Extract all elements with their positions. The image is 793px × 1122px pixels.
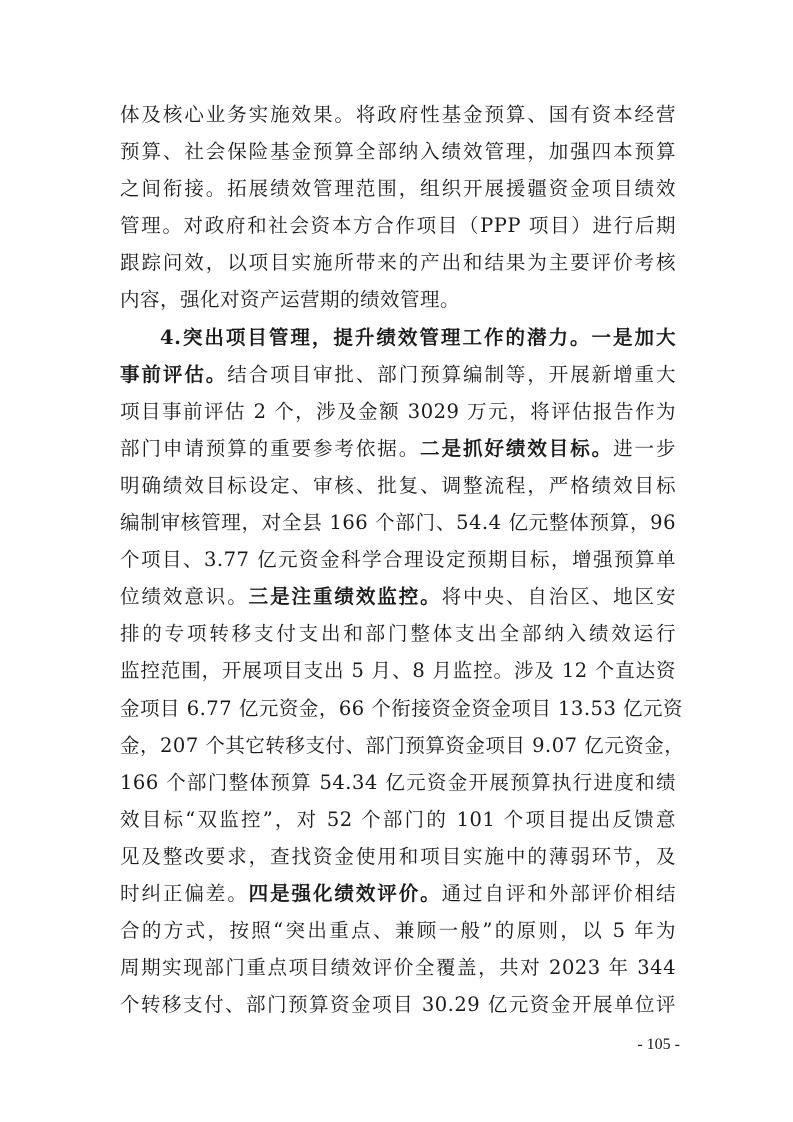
text-segment: 预算、社会保险基金预算全部纳入绩效管理，加强四本预算 xyxy=(120,140,676,164)
text-line xyxy=(120,96,676,133)
text-segment: 体及核心业务实施效果。将政府性基金预算、国有资本经营 xyxy=(120,103,676,126)
text-line xyxy=(120,838,676,875)
text-segment: 管理。对政府和社会资本方合作项目（PPP 项目）进行后期 xyxy=(120,214,676,238)
text-segment: 将中央、自治区、地区安 xyxy=(441,585,676,609)
body-text xyxy=(120,96,685,1023)
text-line xyxy=(120,504,676,541)
text-line xyxy=(120,690,684,727)
text-line xyxy=(120,652,676,689)
text-segment: 通过自评和外部评价相结 xyxy=(441,881,676,905)
text-line xyxy=(120,727,685,764)
text-segment: 内容，强化对资产运营期的绩效管理。 xyxy=(120,288,461,312)
text-segment: 合的方式，按照“突出重点、兼顾一般”的原则，以 5 年为 xyxy=(120,919,676,943)
text-line xyxy=(120,764,676,801)
text-line xyxy=(120,541,676,578)
text-segment: 见及整改要求，查找资金使用和项目实施中的薄弱环节，及 xyxy=(120,844,676,868)
text-line xyxy=(120,133,676,170)
text-line xyxy=(120,356,676,393)
bold-heading-text: 事前评估。 xyxy=(120,362,228,386)
text-line xyxy=(120,319,676,356)
text-segment: 项目事前评估 2 个，涉及金额 3029 万元，将评估报告作为 xyxy=(120,399,676,423)
text-line xyxy=(120,393,676,430)
text-segment: 排的专项转移支付支出和部门整体支出全部纳入绩效运行 xyxy=(120,622,676,646)
text-line xyxy=(120,949,676,986)
text-segment: 效目标“双监控”，对 52 个部门的 101 个项目提出反馈意 xyxy=(120,807,676,831)
text-segment: 编制审核管理，对全县 166 个部门、54.4 亿元整体预算，96 xyxy=(120,511,676,535)
page-number: - 105 - xyxy=(637,1036,680,1053)
text-line xyxy=(120,615,676,652)
text-line xyxy=(120,467,676,504)
text-line xyxy=(120,244,676,281)
bold-heading-text: 四是强化绩效评价。 xyxy=(248,881,442,905)
text-line xyxy=(120,207,676,244)
bold-heading-text: 二是抓好绩效目标。 xyxy=(420,436,614,460)
text-segment: 周期实现部门重点项目绩效评价全覆盖，共对 2023 年 344 xyxy=(120,956,676,980)
text-line xyxy=(120,430,676,467)
text-segment: 位绩效意识。 xyxy=(120,585,249,609)
text-segment: 金，207 个其它转移支付、部门预算资金项目 9.07 亿元资金， xyxy=(120,733,685,757)
text-line xyxy=(120,578,676,615)
text-segment: 结合项目审批、部门预算编制等，开展新增重大 xyxy=(227,362,676,386)
text-line xyxy=(120,170,676,207)
text-segment: 部门申请预算的重要参考依据。 xyxy=(120,436,421,460)
text-segment: 明确绩效目标设定、审核、批复、调整流程，严格绩效目标 xyxy=(120,473,676,497)
text-line xyxy=(120,912,676,949)
text-segment: 之间衔接。拓展绩效管理范围，组织开展援疆资金项目绩效 xyxy=(120,177,676,201)
text-segment: 个项目、3.77 亿元资金科学合理设定预期目标，增强预算单 xyxy=(120,548,676,572)
bold-heading-text: 4.突出项目管理，提升绩效管理工作的潜力。一是加大 xyxy=(160,325,676,349)
text-line xyxy=(120,281,676,318)
text-segment: 监控范围，开展项目支出 5 月、8 月监控。涉及 12 个直达资 xyxy=(120,659,676,683)
text-line xyxy=(120,801,676,838)
text-segment: 166 个部门整体预算 54.34 亿元资金开展预算执行进度和绩 xyxy=(120,770,676,794)
text-line xyxy=(120,986,676,1023)
text-segment: 进一步 xyxy=(613,436,676,460)
bold-heading-text: 三是注重绩效监控。 xyxy=(248,585,442,609)
text-line xyxy=(120,875,676,912)
text-segment: 跟踪问效，以项目实施所带来的产出和结果为主要评价考核 xyxy=(120,251,676,275)
text-segment: 个转移支付、部门预算资金项目 30.29 亿元资金开展单位评 xyxy=(120,993,676,1017)
text-segment: 时纠正偏差。 xyxy=(120,881,249,905)
text-segment: 金项目 6.77 亿元资金，66 个衔接资金资金项目 13.53 亿元资 xyxy=(120,696,684,720)
